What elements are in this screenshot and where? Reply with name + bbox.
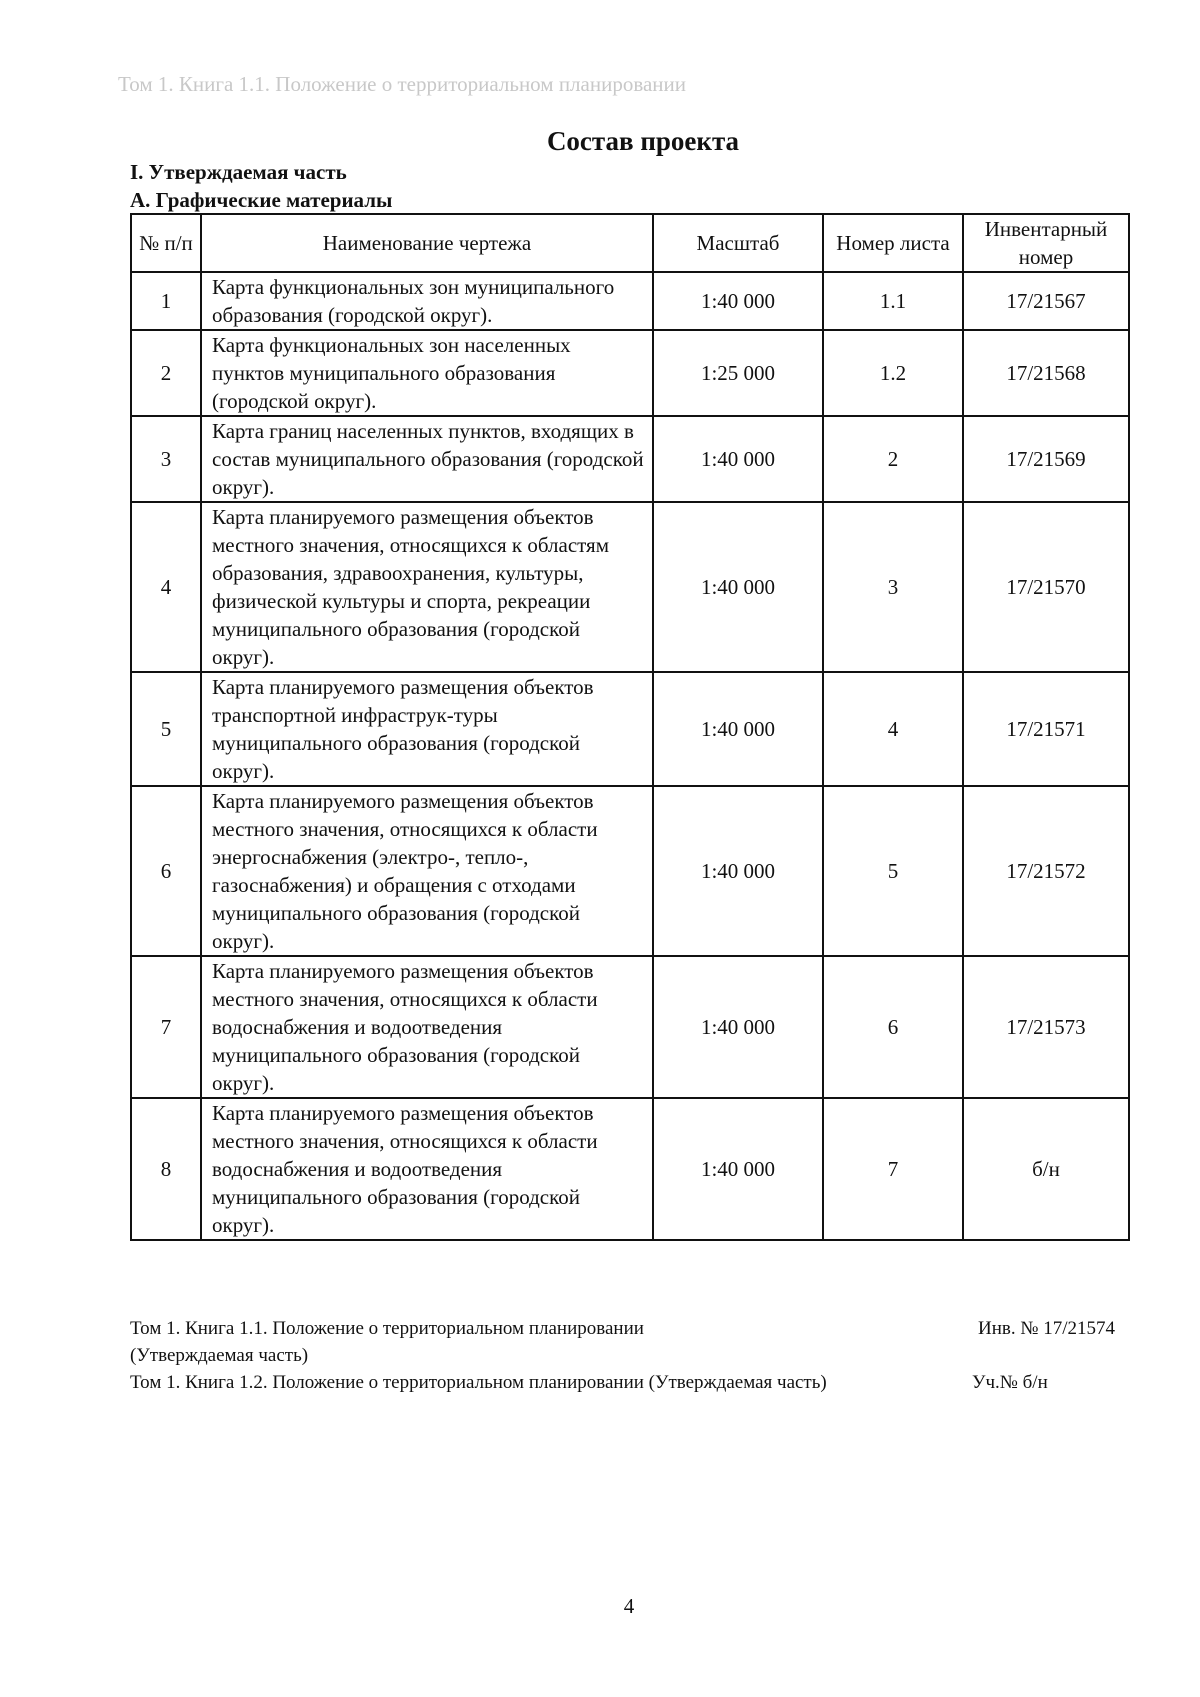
cell-sheet: 1.2 bbox=[823, 330, 963, 416]
footer-item-book-1-1 bbox=[130, 1315, 1130, 1342]
cell-name: Карта планируемого размещения объектов местного значения, относящихся к области водоснабжения и водоотведения муниципального образования (городской округ). bbox=[201, 956, 653, 1098]
cell-sheet: 5 bbox=[823, 786, 963, 956]
cell-num: 5 bbox=[131, 672, 201, 786]
section-heading-part: I. Утверждаемая часть bbox=[130, 160, 347, 184]
header-num: № п/п bbox=[131, 214, 201, 272]
cell-scale: 1:40 000 bbox=[653, 956, 823, 1098]
page-title: Состав проекта bbox=[546, 126, 740, 156]
cell-inventory: 17/21569 bbox=[963, 416, 1129, 502]
cell-scale: 1:40 000 bbox=[653, 272, 823, 330]
cell-scale: 1:40 000 bbox=[653, 1098, 823, 1240]
header-name: Наименование чертежа bbox=[201, 214, 653, 272]
header-scale: Масштаб bbox=[653, 214, 823, 272]
header-sheet: Номер листа bbox=[823, 214, 963, 272]
cell-sheet: 6 bbox=[823, 956, 963, 1098]
cell-inventory: 17/21573 bbox=[963, 956, 1129, 1098]
table-body bbox=[131, 272, 1129, 1240]
cell-name: Карта планируемого размещения объектов местного значения, относящихся к областям образования, здравоохранения, культуры, физической культуры и спорта, рекреации муниципального образования (городской округ). bbox=[201, 502, 653, 672]
footer-item-book-1-1-cont bbox=[130, 1342, 1130, 1369]
table-row bbox=[131, 330, 1129, 416]
graphic-materials-table bbox=[130, 213, 1130, 1241]
cell-sheet: 7 bbox=[823, 1098, 963, 1240]
footer-item-book-1-2 bbox=[130, 1369, 1130, 1396]
cell-scale: 1:40 000 bbox=[653, 786, 823, 956]
cell-name: Карта функциональных зон населенных пунктов муниципального образования (городской округ). bbox=[201, 330, 653, 416]
header-inventory: Инвентарный номер bbox=[963, 214, 1129, 272]
table-row bbox=[131, 1098, 1129, 1240]
table-row bbox=[131, 502, 1129, 672]
cell-sheet: 3 bbox=[823, 502, 963, 672]
table-row bbox=[131, 786, 1129, 956]
footer-book-1-1-inventory: Инв. № 17/21574 bbox=[978, 1318, 1116, 1339]
cell-scale: 1:40 000 bbox=[653, 416, 823, 502]
cell-num: 8 bbox=[131, 1098, 201, 1240]
cell-scale: 1:25 000 bbox=[653, 330, 823, 416]
cell-name: Карта функциональных зон муниципального образования (городской округ). bbox=[201, 272, 653, 330]
cell-sheet: 1.1 bbox=[823, 272, 963, 330]
cell-sheet: 2 bbox=[823, 416, 963, 502]
cell-inventory: 17/21567 bbox=[963, 272, 1129, 330]
cell-scale: 1:40 000 bbox=[653, 502, 823, 672]
cell-scale: 1:40 000 bbox=[653, 672, 823, 786]
footer-book-1-1-subtitle: (Утверждаемая часть) bbox=[130, 1345, 309, 1366]
cell-inventory: 17/21572 bbox=[963, 786, 1129, 956]
running-header: Том 1. Книга 1.1. Положение о территориальном планировании bbox=[118, 72, 687, 96]
footer-book-list bbox=[130, 1315, 1130, 1396]
footer-book-1-2-title: Том 1. Книга 1.2. Положение о территориальном планировании (Утверждаемая часть) bbox=[130, 1372, 827, 1393]
cell-name: Карта планируемого размещения объектов местного значения, относящихся к области энергоснабжения (электро-, тепло-, газоснабжения) и обращения с отходами муниципального образования (городской округ). bbox=[201, 786, 653, 956]
cell-name: Карта границ населенных пунктов, входящих в состав муниципального образования (городской округ). bbox=[201, 416, 653, 502]
cell-num: 1 bbox=[131, 272, 201, 330]
cell-inventory: б/н bbox=[963, 1098, 1129, 1240]
table-row bbox=[131, 416, 1129, 502]
cell-inventory: 17/21571 bbox=[963, 672, 1129, 786]
table-row bbox=[131, 956, 1129, 1098]
cell-sheet: 4 bbox=[823, 672, 963, 786]
cell-inventory: 17/21570 bbox=[963, 502, 1129, 672]
table-header-row bbox=[131, 214, 1129, 272]
cell-num: 7 bbox=[131, 956, 201, 1098]
cell-num: 2 bbox=[131, 330, 201, 416]
cell-num: 3 bbox=[131, 416, 201, 502]
cell-inventory: 17/21568 bbox=[963, 330, 1129, 416]
cell-num: 4 bbox=[131, 502, 201, 672]
page-number: 4 bbox=[623, 1594, 635, 1618]
table-row bbox=[131, 672, 1129, 786]
cell-name: Карта планируемого размещения объектов транспортной инфраструк-туры муниципального образования (городской округ). bbox=[201, 672, 653, 786]
cell-num: 6 bbox=[131, 786, 201, 956]
section-heading-graphic: А. Графические материалы bbox=[130, 188, 393, 212]
footer-book-1-2-inventory: Уч.№ б/н bbox=[972, 1372, 1048, 1393]
table-row bbox=[131, 272, 1129, 330]
footer-book-1-1-title: Том 1. Книга 1.1. Положение о территориальном планировании bbox=[130, 1318, 644, 1339]
cell-name: Карта планируемого размещения объектов местного значения, относящихся к области водоснабжения и водоотведения муниципального образования (городской округ). bbox=[201, 1098, 653, 1240]
